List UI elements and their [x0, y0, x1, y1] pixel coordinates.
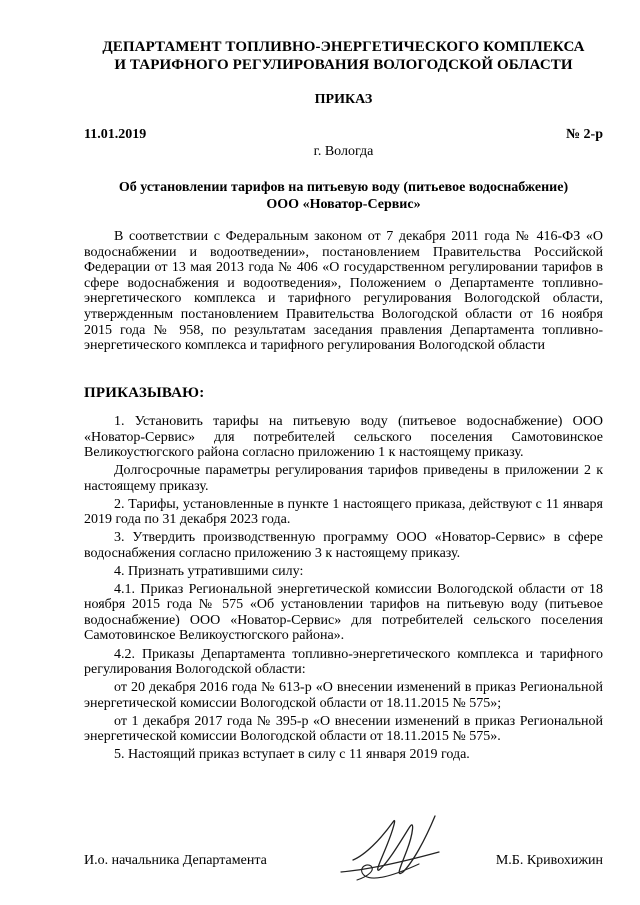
paragraph-3: 3. Утвердить производственную программу ООО «Новатор-Сервис» в сфере водоснабжения согласно приложению 3 к настоящему приказу.: [84, 530, 603, 561]
department-line-2: И ТАРИФНОГО РЕГУЛИРОВАНИЯ ВОЛОГОДСКОЙ ОБЛАСТИ: [114, 57, 573, 73]
department-name: [84, 38, 603, 74]
preamble-paragraph: В соответствии с Федеральным законом от 7 декабря 2011 года № 416-ФЗ «О водоснабжении и водоотведении», постановлением Правительства Российской Федерации от 13 мая 2013 года № 406 «О государственном регулировании тарифов в сфере водоснабжения и водоотведения», Положением о Департаменте топливно-энергетического комплекса и тарифного регулирования Вологодской области, утвержденным постановлением Правительства Вологодской области от 16 ноября 2015 года № 958, по результатам заседания правления Департамента топливно-энергетического комплекса и тарифного регулирования Вологодской области: [84, 229, 603, 354]
paragraph-4: 4. Признать утратившими силу:: [114, 563, 304, 579]
subject-line-2: ООО «Новатор-Сервис»: [266, 197, 421, 212]
paragraph-4-1: 4.1. Приказ Региональной энергетической комиссии Вологодской области от 18 ноября 2015 года № 575 «Об установлении тарифов на питьевую воду (питьевое водоснабжение) ООО «Новатор-Сервис» для потребителей сельского поселения Самотовинское Великоустюгского района».: [84, 581, 603, 644]
order-subject: [84, 179, 603, 213]
order-city: г. Вологда: [313, 144, 374, 159]
order-word: ПРИКАЗЫВАЮ:: [84, 385, 205, 401]
paragraph-1: 1. Установить тарифы на питьевую воду (питьевое водоснабжение) ООО «Новатор-Сервис» для потребителей сельского поселения Самотовинское Великоустюгского района согласно приложению 1 к настоящему приказу.: [84, 414, 603, 460]
paragraph-4-2-b: от 1 декабря 2017 года № 395-р «О внесении изменений в приказ Региональной энергетической комиссии Вологодской области от 18.11.2015 № 575».: [84, 713, 603, 745]
order-date: 11.01.2019: [84, 127, 147, 142]
signer-name: М.Б. Кривохижин: [495, 853, 603, 868]
paragraph-4-2-a: от 20 декабря 2016 года № 613-р «О внесении изменений в приказ Региональной энергетической комиссии Вологодской области от 18.11.2015 № 575»;: [84, 680, 603, 711]
document-type: ПРИКАЗ: [314, 92, 373, 107]
order-body: [84, 414, 603, 765]
department-line-1: ДЕПАРТАМЕНТ ТОПЛИВНО-ЭНЕРГЕТИЧЕСКОГО КОМПЛЕКСА: [102, 39, 585, 55]
handwritten-signature: [335, 800, 445, 890]
signer-title: И.о. начальника Департамента: [84, 853, 267, 868]
paragraph-2: 2. Тарифы, установленные в пункте 1 настоящего приказа, действуют с 11 января 2019 года по 31 декабря 2023 года.: [84, 496, 603, 528]
paragraph-1-params: Долгосрочные параметры регулирования тарифов приведены в приложении 2 к настоящему приказу.: [84, 463, 603, 494]
subject-line-1: Об установлении тарифов на питьевую воду (питьевое водоснабжение): [118, 180, 569, 195]
paragraph-5: 5. Настоящий приказ вступает в силу с 11 января 2019 года.: [114, 747, 470, 763]
paragraph-4-2: 4.2. Приказы Департамента топливно-энергетического комплекса и тарифного регулирования Вологодской области:: [84, 646, 603, 678]
order-number: № 2-р: [565, 127, 603, 142]
